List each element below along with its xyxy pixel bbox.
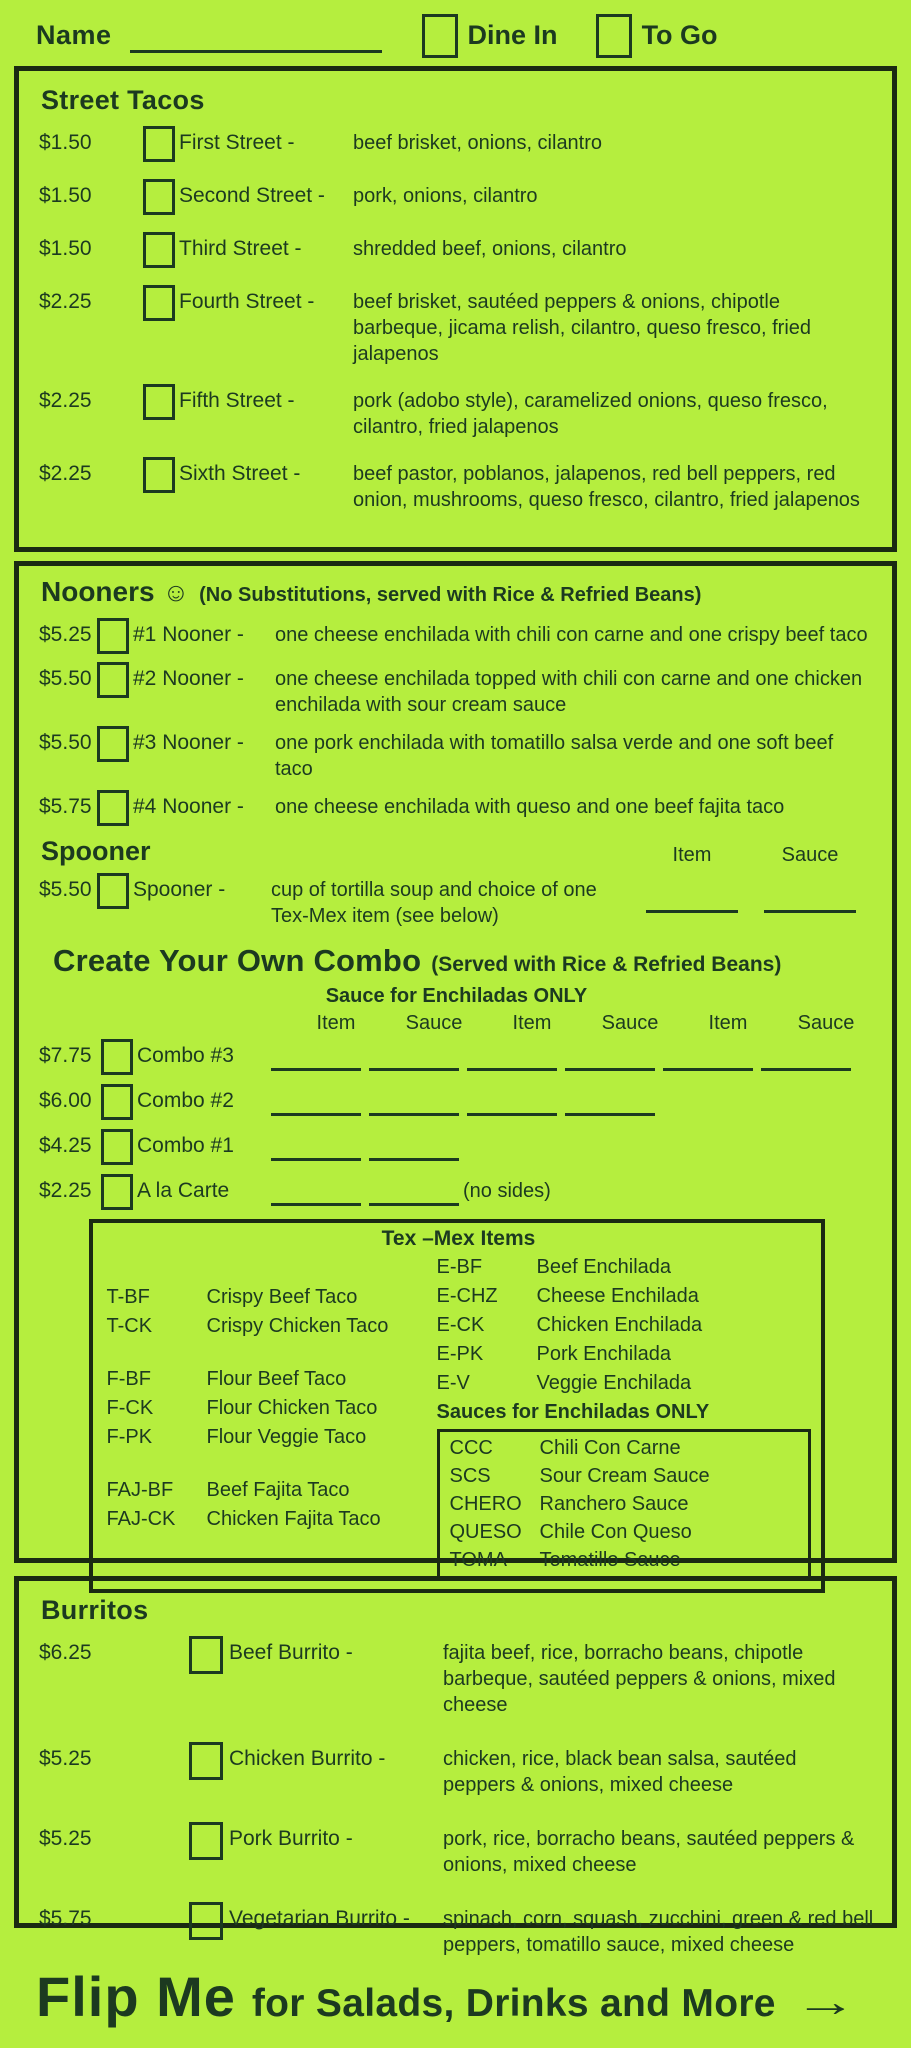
menu-row-sixth-street: [39, 457, 874, 513]
item-label: Combo #3: [137, 1044, 234, 1067]
name-label: Name: [36, 20, 112, 50]
item-description: beef brisket, onions, cilantro: [353, 132, 603, 154]
spooner-item-blank[interactable]: [646, 891, 738, 913]
chicken-burrito-checkbox[interactable]: [189, 1742, 223, 1780]
item-code: E-PK: [436, 1343, 484, 1365]
write-in-blank[interactable]: [369, 1049, 459, 1071]
item-description: fajita beef, rice, borracho beans, chipotle barbeque, sautéed peppers & onions, mixed cheese: [443, 1642, 836, 1716]
item-label: Second Street -: [179, 184, 325, 207]
code-row: [107, 1283, 437, 1312]
item-description: cup of tortilla soup and choice of one Tex-Mex item (see below): [271, 879, 597, 927]
sauce-column-header: Sauce: [797, 1012, 855, 1034]
item-label: #1 Nooner -: [133, 623, 244, 646]
dine-in-checkbox[interactable]: [422, 14, 458, 58]
write-in-blank[interactable]: [271, 1184, 361, 1206]
item-description: beef brisket, sautéed peppers & onions, chipotle barbeque, jicama relish, cilantro, queso fresco, fried jalapenos: [353, 291, 812, 365]
nooner-3-checkbox[interactable]: [97, 726, 129, 762]
item-code: E-CHZ: [436, 1285, 498, 1307]
nooner-4-checkbox[interactable]: [97, 790, 129, 826]
item-description: one cheese enchilada with chili con carne and one crispy beef taco: [275, 624, 868, 646]
menu-row-pork-burrito: [39, 1822, 874, 1878]
to-go-label: To Go: [641, 20, 718, 50]
combo-2-checkbox[interactable]: [101, 1084, 133, 1120]
nooners-title: Nooners: [41, 576, 155, 607]
write-in-blank[interactable]: [663, 1049, 753, 1071]
sauce-code: QUESO: [449, 1521, 522, 1543]
code-row: [107, 1476, 437, 1505]
item-code: FAJ-BF: [106, 1479, 174, 1501]
menu-row-nooner-4: [39, 790, 874, 826]
street-tacos-section: [14, 66, 897, 552]
item-label: Third Street -: [179, 237, 302, 260]
texmex-items-box: [89, 1219, 825, 1593]
combo-column-headers: [291, 1012, 874, 1035]
item-description: pork (adobo style), caramelized onions, queso fresco, cilantro, fried jalapenos: [353, 390, 828, 438]
item-description: pork, rice, borracho beans, sautéed peppers & onions, mixed cheese: [443, 1828, 855, 1876]
item-price: $6.00: [39, 1089, 92, 1112]
item-price: $2.25: [39, 290, 92, 313]
menu-row-combo-3: [39, 1039, 874, 1075]
item-label: #2 Nooner -: [133, 667, 244, 690]
item-description: chicken, rice, black bean salsa, sautéed peppers & onions, mixed cheese: [443, 1748, 797, 1796]
sauce-code: SCS: [449, 1465, 491, 1487]
code-row: [450, 1434, 800, 1462]
item-description: one cheese enchilada topped with chili con carne and one chicken enchilada with sour cream sauce: [275, 668, 863, 716]
right-arrow-icon: →: [793, 1978, 857, 2025]
spooner-checkbox[interactable]: [97, 873, 129, 909]
write-in-blank[interactable]: [271, 1049, 361, 1071]
burritos-title: Burritos: [41, 1595, 149, 1625]
code-row: [107, 1505, 437, 1534]
item-label: Combo #1: [137, 1134, 234, 1157]
item-name: Flour Veggie Taco: [206, 1426, 367, 1448]
item-label: Beef Burrito -: [229, 1641, 353, 1664]
sauce-code: CHERO: [449, 1493, 522, 1515]
fourth-street-checkbox[interactable]: [143, 285, 175, 321]
item-label: Fifth Street -: [179, 389, 295, 412]
item-price: $2.25: [39, 1179, 92, 1202]
item-code: F-BF: [106, 1368, 151, 1390]
sauce-name: Tomatillo Sauce: [539, 1549, 681, 1571]
item-name: Beef Fajita Taco: [206, 1479, 350, 1501]
item-description: spinach, corn, squash, zucchini, green & red bell peppers, tomatillo sauce, mixed cheese: [443, 1908, 874, 1956]
a-la-carte-write-ins: [271, 1174, 459, 1206]
item-description: pork, onions, cilantro: [353, 185, 538, 207]
flip-me-subtext: for Salads, Drinks and More: [251, 1982, 776, 2025]
nooners-header: [41, 576, 874, 608]
item-description: shredded beef, onions, cilantro: [353, 238, 627, 260]
item-price: $5.25: [39, 1827, 92, 1850]
menu-row-third-street: [39, 232, 874, 268]
item-label: Chicken Burrito -: [229, 1747, 386, 1770]
item-price: $5.50: [39, 878, 92, 901]
combo-3-write-ins: [271, 1039, 851, 1071]
item-name: Pork Enchilada: [536, 1343, 672, 1365]
code-row: [437, 1369, 811, 1398]
spooner-title: Spooner: [41, 836, 151, 866]
sauce-name: Chile Con Queso: [539, 1521, 692, 1543]
beef-burrito-checkbox[interactable]: [189, 1636, 223, 1674]
item-name: Flour Beef Taco: [206, 1368, 347, 1390]
item-label: Spooner -: [133, 878, 226, 901]
combo-subtitle: (Served with Rice & Refried Beans): [431, 953, 782, 976]
second-street-checkbox[interactable]: [143, 179, 175, 215]
item-price: $4.25: [39, 1134, 92, 1157]
item-column-header: Item: [316, 1012, 356, 1034]
code-row: [437, 1340, 811, 1369]
texmex-enchilada-list: [437, 1253, 811, 1581]
write-in-blank[interactable]: [761, 1049, 851, 1071]
to-go-checkbox[interactable]: [596, 14, 632, 58]
item-price: $7.75: [39, 1044, 92, 1067]
write-in-blank[interactable]: [565, 1094, 655, 1116]
write-in-blank[interactable]: [467, 1094, 557, 1116]
code-row: [437, 1282, 811, 1311]
a-la-carte-checkbox[interactable]: [101, 1174, 133, 1210]
sauce-column-header: Sauce: [601, 1012, 659, 1034]
third-street-checkbox[interactable]: [143, 232, 175, 268]
sauces-title: Sauces for Enchiladas ONLY: [436, 1401, 710, 1423]
write-in-blank[interactable]: [565, 1049, 655, 1071]
item-label: #3 Nooner -: [133, 731, 244, 754]
sauces-box: [437, 1429, 811, 1581]
no-sides-note: (no sides): [463, 1180, 551, 1202]
item-code: F-CK: [106, 1397, 154, 1419]
combo-1-checkbox[interactable]: [101, 1129, 133, 1165]
item-description: one pork enchilada with tomatillo salsa verde and one soft beef taco: [275, 732, 834, 780]
fifth-street-checkbox[interactable]: [143, 384, 175, 420]
item-name: Crispy Beef Taco: [206, 1286, 358, 1308]
spooner-column-headers: [646, 844, 856, 867]
item-price: $5.50: [39, 731, 92, 754]
menu-row-nooner-3: [39, 726, 874, 782]
flip-me-text: Flip Me: [36, 1965, 236, 2028]
item-price: $5.75: [39, 795, 92, 818]
item-name: Chicken Enchilada: [536, 1314, 703, 1336]
item-label: Pork Burrito -: [229, 1827, 353, 1850]
item-price: $5.25: [39, 1747, 92, 1770]
menu-row-a-la-carte: [39, 1174, 874, 1210]
name-write-in-line[interactable]: [130, 20, 382, 53]
spacer: [107, 1341, 437, 1365]
menu-row-combo-2: [39, 1084, 874, 1120]
item-price: $6.25: [39, 1641, 92, 1664]
sauce-name: Sour Cream Sauce: [539, 1465, 710, 1487]
write-in-blank[interactable]: [369, 1184, 459, 1206]
item-code: FAJ-CK: [106, 1508, 176, 1530]
write-in-blank[interactable]: [271, 1094, 361, 1116]
item-price: $5.50: [39, 667, 92, 690]
item-price: $5.25: [39, 623, 92, 646]
combo-3-checkbox[interactable]: [101, 1039, 133, 1075]
item-code: T-CK: [106, 1315, 153, 1337]
item-label: First Street -: [179, 131, 295, 154]
combo-header: [53, 943, 874, 979]
sauce-name: Ranchero Sauce: [539, 1493, 689, 1515]
sauce-code: CCC: [449, 1437, 493, 1459]
item-description: one cheese enchilada with queso and one beef fajita taco: [275, 796, 785, 818]
item-name: Flour Chicken Taco: [206, 1397, 378, 1419]
item-column-header: Item: [708, 1012, 748, 1034]
combo-1-write-ins: [271, 1129, 459, 1161]
burritos-section: [14, 1576, 897, 1956]
menu-row-beef-burrito: [39, 1636, 874, 1718]
write-in-blank[interactable]: [369, 1139, 459, 1161]
combo-title: Create Your Own Combo: [53, 943, 422, 978]
code-row: [107, 1312, 437, 1341]
menu-row-fifth-street: [39, 384, 874, 440]
spooner-write-ins: [646, 891, 856, 913]
item-name: Veggie Enchilada: [536, 1372, 692, 1394]
sauce-column-header: Sauce: [781, 844, 839, 866]
nooners-combo-section: [14, 561, 897, 1571]
menu-row-spooner: [39, 873, 874, 929]
item-price: $2.25: [39, 389, 92, 412]
code-row: [107, 1394, 437, 1423]
menu-row-combo-1: [39, 1129, 874, 1165]
texmex-title: Tex –Mex Items: [381, 1227, 536, 1250]
item-name: Cheese Enchilada: [536, 1285, 699, 1307]
sixth-street-checkbox[interactable]: [143, 457, 175, 493]
menu-row-nooner-2: [39, 662, 874, 718]
item-code: E-BF: [436, 1256, 483, 1278]
spacer: [107, 1452, 437, 1476]
menu-row-fourth-street: [39, 285, 874, 367]
code-row: [450, 1546, 800, 1574]
item-code: F-PK: [106, 1426, 153, 1448]
header: [14, 0, 897, 58]
spooner-header: [41, 836, 874, 867]
texmex-taco-list: [107, 1253, 437, 1581]
item-label: Sixth Street -: [179, 462, 301, 485]
combo-2-write-ins: [271, 1084, 655, 1116]
item-label: Vegetarian Burrito -: [229, 1907, 410, 1930]
code-row: [437, 1311, 811, 1340]
item-label: Combo #2: [137, 1089, 234, 1112]
code-row: [107, 1365, 437, 1394]
sauce-column-header: Sauce: [405, 1012, 463, 1034]
item-price: $5.75: [39, 1907, 92, 1930]
vegetarian-burrito-checkbox[interactable]: [189, 1902, 223, 1940]
item-price: $1.50: [39, 237, 92, 260]
nooner-2-checkbox[interactable]: [97, 662, 129, 698]
write-in-blank[interactable]: [271, 1139, 361, 1161]
item-price: $2.25: [39, 462, 92, 485]
item-column-header: Item: [512, 1012, 552, 1034]
sauce-code: TOMA: [449, 1549, 507, 1571]
nooner-1-checkbox[interactable]: [97, 618, 129, 654]
nooners-subtitle: (No Substitutions, served with Rice & Refried Beans): [199, 584, 702, 606]
sauce-name: Chili Con Carne: [539, 1437, 681, 1459]
menu-row-second-street: [39, 179, 874, 215]
item-description: beef pastor, poblanos, jalapenos, red bell peppers, red onion, mushrooms, queso fresco, cilantro, fried jalapenos: [353, 463, 860, 511]
item-label: A la Carte: [137, 1179, 230, 1202]
item-column-header: Item: [672, 844, 712, 866]
item-label: #4 Nooner -: [133, 795, 244, 818]
first-street-checkbox[interactable]: [143, 126, 175, 162]
street-tacos-title: Street Tacos: [41, 85, 205, 115]
item-price: $1.50: [39, 184, 92, 207]
code-row: [450, 1490, 800, 1518]
code-row: [107, 1423, 437, 1452]
write-in-blank[interactable]: [467, 1049, 557, 1071]
code-row: [437, 1253, 811, 1282]
menu-row-chicken-burrito: [39, 1742, 874, 1798]
item-code: E-V: [436, 1372, 470, 1394]
menu-row-first-street: [39, 126, 874, 162]
item-name: Beef Enchilada: [536, 1256, 672, 1278]
dine-in-label: Dine In: [467, 20, 558, 50]
menu-row-nooner-1: [39, 618, 874, 654]
code-row: [450, 1462, 800, 1490]
item-price: $1.50: [39, 131, 92, 154]
texmex-grid: [107, 1253, 811, 1581]
item-label: Fourth Street -: [179, 290, 315, 313]
pork-burrito-checkbox[interactable]: [189, 1822, 223, 1860]
item-name: Crispy Chicken Taco: [206, 1315, 389, 1337]
item-code: T-BF: [106, 1286, 150, 1308]
combo-note: Sauce for Enchiladas ONLY: [325, 985, 588, 1007]
item-name: Chicken Fajita Taco: [206, 1508, 381, 1530]
spooner-sauce-blank[interactable]: [764, 891, 856, 913]
write-in-blank[interactable]: [369, 1094, 459, 1116]
item-code: E-CK: [436, 1314, 485, 1336]
code-row: [450, 1518, 800, 1546]
smiley-icon: ☺: [162, 577, 190, 607]
